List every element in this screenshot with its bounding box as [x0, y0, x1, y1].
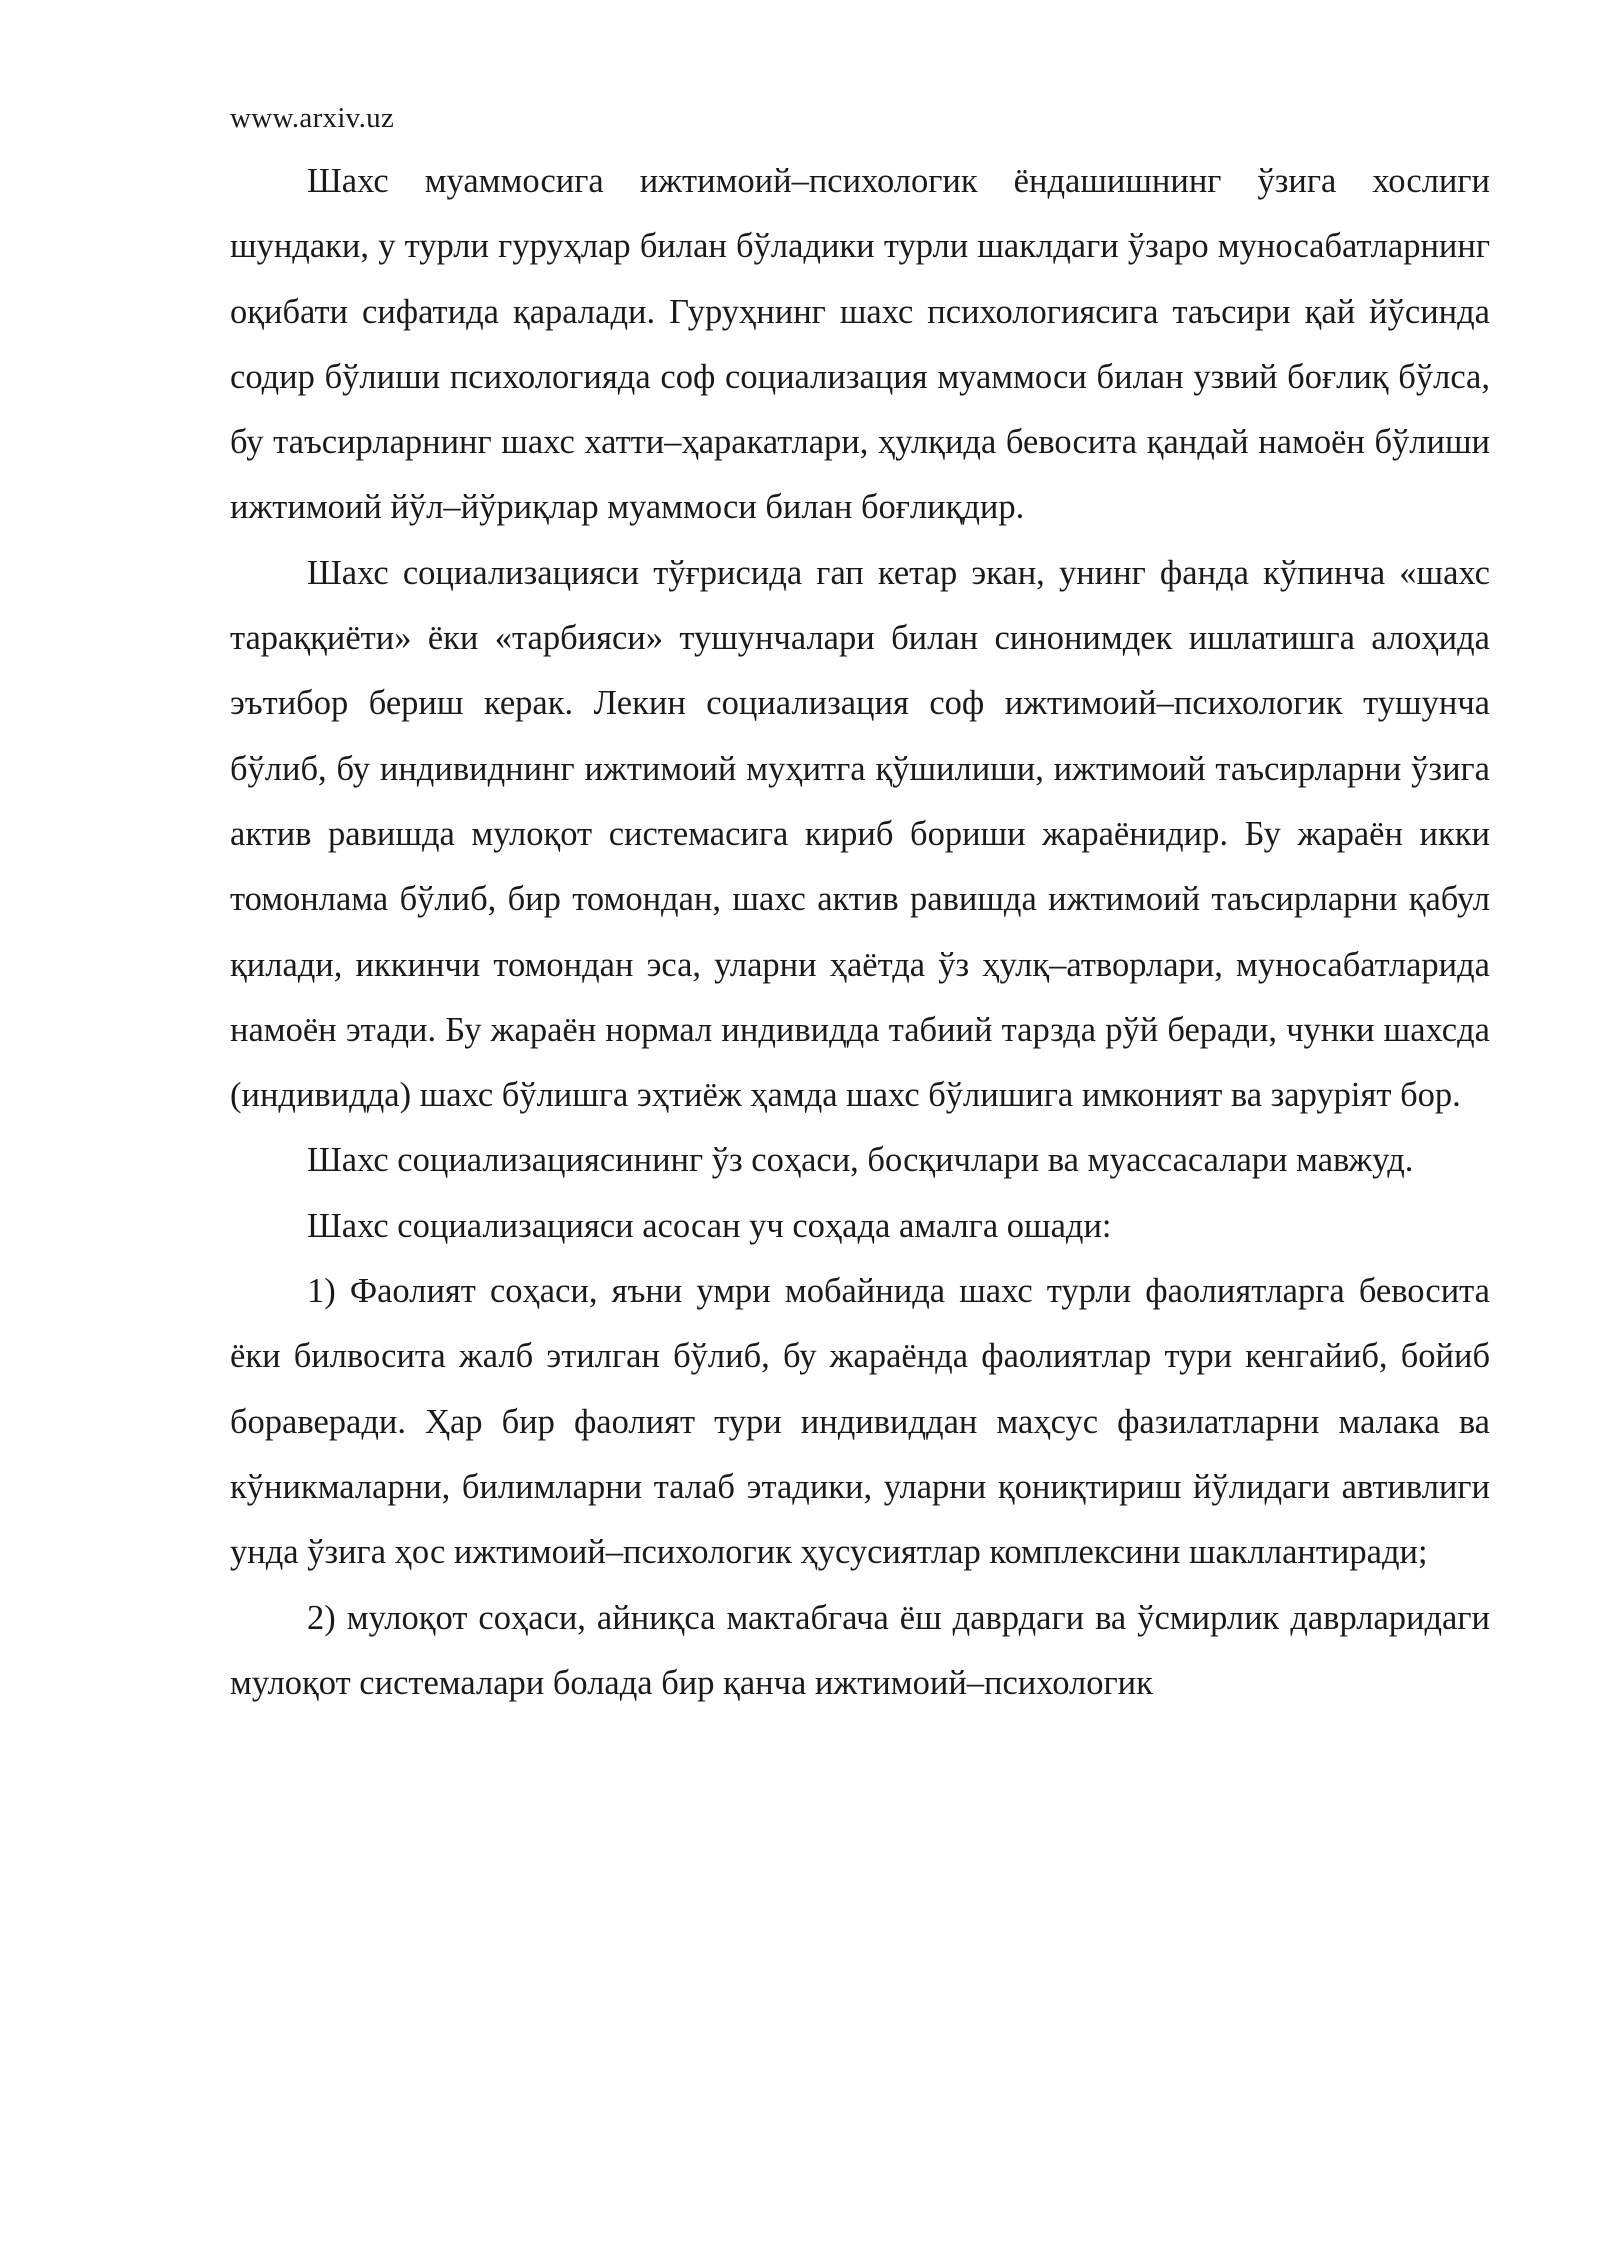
paragraph-3: Шахс социализациясининг ўз соҳаси, босқичлари ва муассасалари мавжуд.: [307, 1141, 1414, 1180]
document-body: [230, 149, 1490, 1716]
paragraph-6: 2) мулоқот соҳаси, айниқса мактабгача ёш даврдаги ва ўсмирлик даврларидаги мулоқот системалари болада бир қанча ижтимоий–психологик: [230, 1598, 1490, 1702]
paragraph-2: Шахс социализацияси тўғрисида гап кетар экан, унинг фанда кўпинча «шахс тараққиёти» ёки «тарбияси» тушунчалари билан синонимдек ишлатишга алоҳида эътибор бериш керак. Лекин социализация соф ижтимоий–психологик тушунча бўлиб, бу индивиднинг ижтимоий муҳитга қўшилиши, ижтимоий таъсирларни ўзига актив равишда мулоқот системасига кириб бориши жараёнидир. Бу жараён икки томонлама бўлиб, бир томондан, шахс актив равишда ижтимоий таъсирларни қабул қилади, иккинчи томондан эса, уларни ҳаётда ўз ҳулқ–атворлари, муносабатларида намоён этади. Бу жараён нормал индивидда табиий тарзда рўй беради, чунки шахсда (индивидда) шахс бўлишга эҳтиёж ҳамда шахс бўлишига имконият ва заруріят бор.: [230, 553, 1490, 1115]
paragraph-4: Шахс социализацияси асосан уч соҳада амалга ошади:: [307, 1206, 1112, 1245]
paragraph-5: 1) Фаолият соҳаси, яъни умри мобайнида шахс турли фаолиятларга бевосита ёки билвосита жалб этилган бўлиб, бу жараёнда фаолиятлар тури кенгайиб, бойиб бораверади. Ҳар бир фаолият тури индивиддан маҳсус фазилатларни малака ва кўникмаларни, билимларни талаб этадики, уларни қониқтириш йўлидаги автивлиги унда ўзига ҳос ижтимоий–психологик ҳусусиятлар комплексини шакллантиради;: [230, 1272, 1490, 1572]
header-url: www.arxiv.uz: [230, 102, 395, 134]
paragraph-1: Шахс муаммосига ижтимоий–психологик ёндашишнинг ўзига хослиги шундаки, у турли гуруҳлар билан бўладики турли шаклдаги ўзаро муносабатларнинг оқибати сифатида қаралади. Гуруҳнинг шахс психологиясига таъсири қай йўсинда содир бўлиши психологияда соф социализация муаммоси билан узвий боғлиқ бўлса, бу таъсирларнинг шахс хатти–ҳаракатлари, ҳулқида бевосита қандай намоён бўлиши ижтимоий йўл–йўриқлар муаммоси билан боғлиқдир.: [230, 162, 1490, 527]
